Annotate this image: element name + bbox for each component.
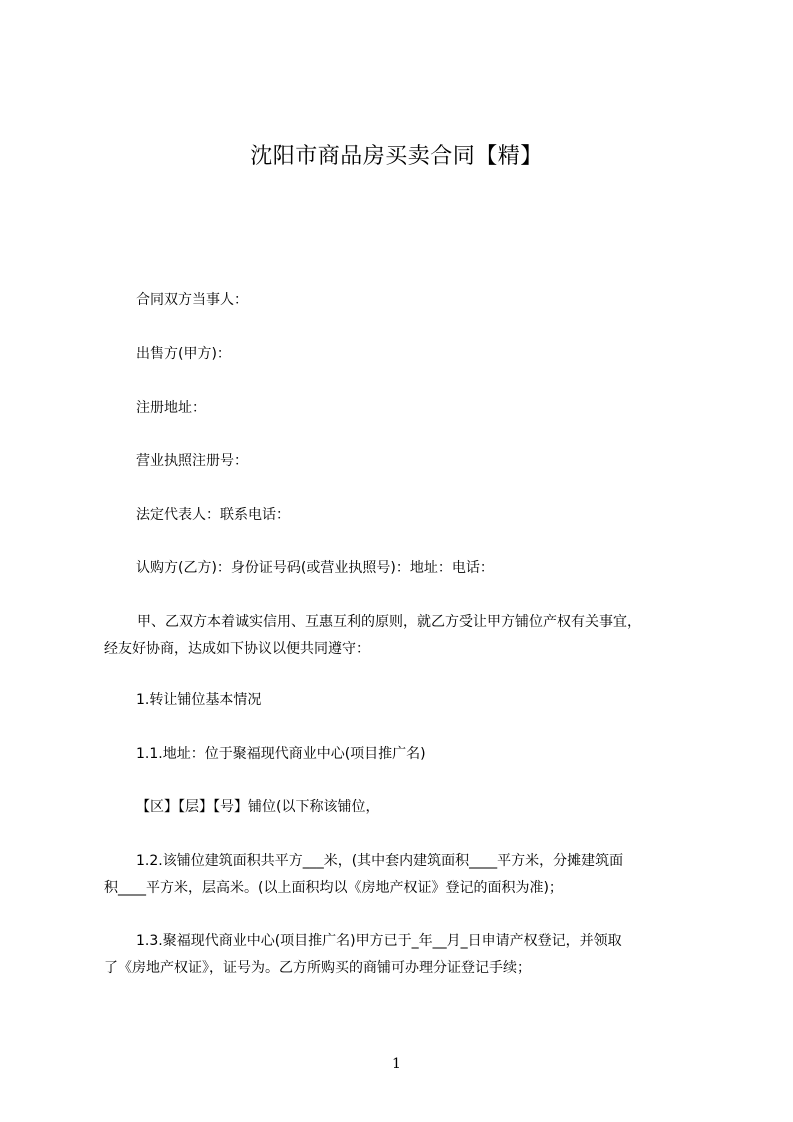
paragraph-line: 注册地址： bbox=[136, 400, 206, 416]
paragraph-line: 【区】【层】【号】铺位(以下称该铺位， bbox=[136, 799, 380, 815]
paragraph-section-1-2 bbox=[104, 851, 710, 905]
paragraph-line: 合同双方当事人： bbox=[136, 292, 248, 308]
paragraph-preamble bbox=[104, 612, 710, 666]
paragraph-line: 积____平方米，层高米。(以上面积均以《房地产权证》登记的面积为准)； bbox=[104, 880, 563, 896]
paragraph-line: 营业执照注册号： bbox=[136, 453, 248, 469]
paragraph-line: 法定代表人：联系电话： bbox=[136, 507, 290, 523]
paragraph-parties bbox=[104, 290, 710, 310]
paragraph-line: 1.2.该铺位建筑面积共平方___米，(其中套内建筑面积____平方米，分摊建筑面 bbox=[136, 853, 624, 869]
paragraph-line: 认购方(乙方)：身份证号码(或营业执照号)：地址：电话： bbox=[136, 560, 494, 576]
paragraph-line: 甲、乙双方本着诚实信用、互惠互利的原则，就乙方受让甲方铺位产权有关事宜， bbox=[137, 614, 641, 630]
paragraph-line: 经友好协商，达成如下协议以便共同遵守： bbox=[104, 641, 370, 657]
paragraph-line: 1.1.地址：位于聚福现代商业中心(项目推广名) bbox=[136, 746, 426, 762]
paragraph-buyer bbox=[104, 558, 710, 578]
paragraph-section-1 bbox=[104, 690, 710, 710]
paragraph-section-1-1 bbox=[104, 744, 710, 764]
paragraph-section-1-3 bbox=[104, 931, 710, 985]
paragraph-seller bbox=[104, 344, 710, 364]
paragraph-line: 1.转让铺位基本情况 bbox=[136, 692, 262, 708]
paragraph-business-license bbox=[104, 451, 710, 471]
paragraph-line: 出售方(甲方)： bbox=[136, 346, 231, 362]
paragraph-registered-address bbox=[104, 398, 710, 418]
paragraph-legal-representative bbox=[104, 505, 710, 525]
paragraph-line: 1.3.聚福现代商业中心(项目推广名)甲方已于_年__月_日申请产权登记，并领取 bbox=[136, 933, 622, 949]
paragraph-line: 了《房地产权证》，证号为。乙方所购买的商铺可办理分证登记手续； bbox=[104, 960, 531, 976]
page-number: 1 bbox=[392, 1056, 401, 1072]
document-title: 沈阳市商品房买卖合同【精】 bbox=[250, 144, 543, 169]
paragraph-shop-location bbox=[104, 797, 710, 817]
